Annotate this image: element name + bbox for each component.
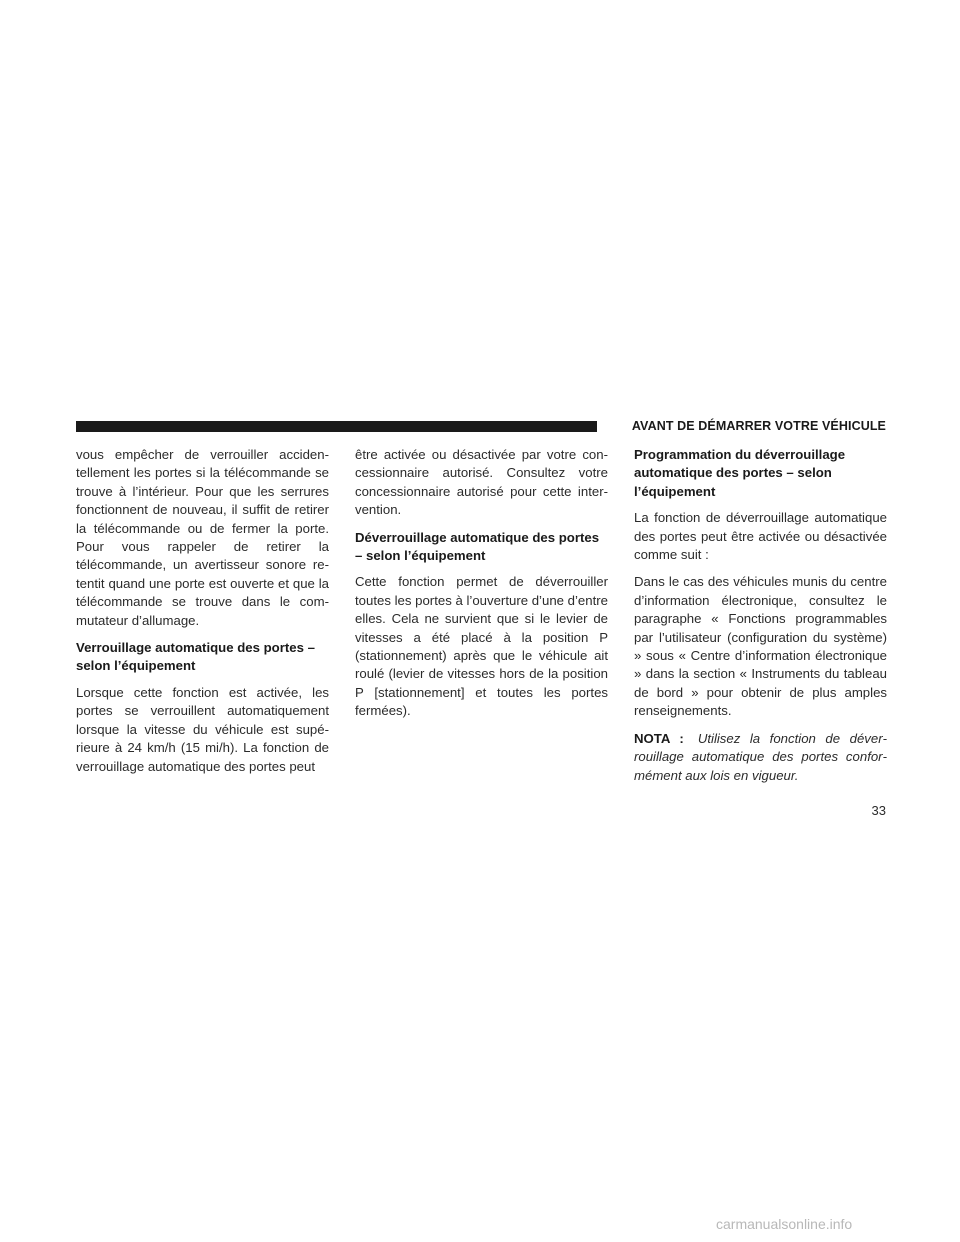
text-column-3 [634, 446, 887, 794]
note-paragraph [634, 730, 887, 785]
section-header-bar [76, 421, 597, 432]
paragraph: vous empêcher de verrouiller accidentellement les portes si la télécommande se trouve à l’intérieur. Pour que les serrures fonctionnent de nouveau, il suffit de retirer la télécommande ou de fermer la porte. Pour vous rappeler de retirer la télécommande, un avertisseur sonore retentit quand une porte est ouverte et que la télécommande se trouve dans le commutateur d’allumage. [76, 447, 329, 628]
subsection-heading: Déverrouillage automatique des portes – selon l’équipement [355, 529, 600, 564]
paragraph: être activée ou désactivée par votre concessionnaire autorisé. Consultez votre concessionnaire autorisé pour cette intervention. [355, 447, 608, 518]
note-label: NOTA : [634, 730, 684, 746]
section-title: AVANT DE DÉMARRER VOTRE VÉHICULE [631, 419, 886, 433]
text-column-1 [76, 446, 329, 785]
page-number: 33 [871, 803, 886, 818]
text-column-2 [355, 446, 608, 730]
watermark-text: carmanualsonline.info [716, 1216, 853, 1232]
paragraph: Cette fonction permet de déverrouiller toutes les portes à l’ouverture d’une d’entre elles. Cela ne survient que si le levier de vitesses a été placé à la position P (stationnement) après que le véhicule ait roulé (levier de vitesses hors de la position P [stationnement] et toutes les portes fermées). [355, 574, 608, 719]
note-text: Utilisez la fonction de déverrouillage automatique des portes conformément aux lois en vigueur. [634, 730, 887, 783]
paragraph: Dans le cas des véhicules munis du centre d’information électronique, consultez le paragraphe « Fonctions programmables par l’utilisateur (configuration du système) » sous « Centre d’information électronique » dans la section « Instruments du tableau de bord » pour obtenir de plus amples renseignements. [634, 574, 887, 719]
subsection-heading: Programmation du déverrouillage automatique des portes – selon l’équipement [634, 447, 846, 499]
paragraph: La fonction de déverrouillage automatique des portes peut être activée ou désactivée comme suit : [634, 510, 887, 563]
subsection-heading: Verrouillage automatique des portes – selon l’équipement [76, 640, 315, 674]
paragraph: Lorsque cette fonction est activée, les portes se verrouillent automatiquement lorsque la vitesse du véhicule est supérieure à 24 km/h (15 mi/h). La fonction de verrouillage automatique des portes peut [76, 684, 329, 774]
